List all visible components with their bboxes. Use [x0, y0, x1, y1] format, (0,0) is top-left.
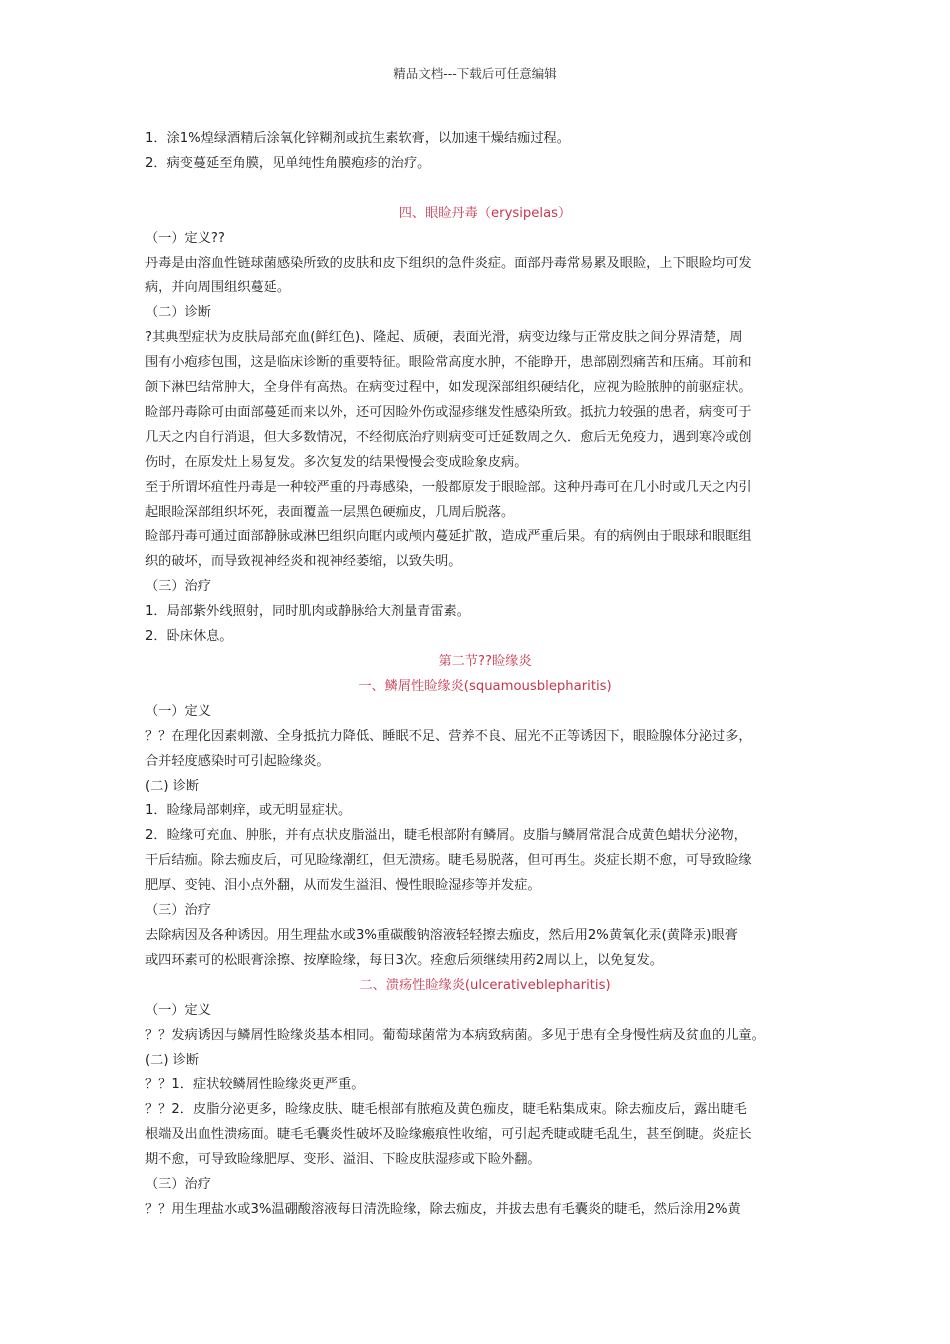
- text-line: （一）定义: [145, 703, 211, 719]
- text-line: 干后结痂。除去痂皮后，可见睑缘潮红，但无溃疡。睫毛易脱落，但可再生。炎症长期不愈，可导致睑缘: [145, 853, 752, 869]
- text-line: (二) 诊断: [145, 778, 200, 794]
- section-heading: 四、眼睑丹毒（erysipelas）: [398, 205, 572, 221]
- text-line: 睑部丹毒可通过面部静脉或淋巴组织向眶内或颅内蔓延扩散，造成严重后果。有的病例由于眼球和眼眶组: [145, 529, 752, 545]
- text-line: 2．病变蔓延至角膜，见单纯性角膜疱疹的治疗。: [145, 155, 431, 171]
- text-line: 合并轻度感染时可引起睑缘炎。: [145, 753, 330, 769]
- text-line: 2．睑缘可充血、肿胀，并有点状皮脂溢出，睫毛根部附有鳞屑。皮脂与鳞屑常混合成黄色蜡状分泌物，: [145, 828, 747, 844]
- text-line: ?其典型症状为皮肤局部充血(鲜红色)、隆起、质硬，表面光滑，病变边缘与正常皮肤之间分界清楚，周: [145, 330, 743, 346]
- text-line: ？？2．皮脂分泌更多，睑缘皮肤、睫毛根部有脓疱及黄色痂皮，睫毛粘集成束。除去痂皮后，露出睫毛: [145, 1102, 747, 1118]
- text-line: 1．睑缘局部刺痒，或无明显症状。: [145, 803, 352, 819]
- text-line: 睑部丹毒除可由面部蔓延而来以外，还可因睑外伤或湿疹继发性感染所致。抵抗力较强的患者，病变可于: [145, 404, 752, 420]
- page-header: 精品文档---下载后可任意编辑: [393, 66, 557, 81]
- text-line: 丹毒是由溶血性链球菌感染所致的皮肤和皮下组织的急件炎症。面部丹毒常易累及眼睑，上下眼睑均可发: [145, 255, 752, 271]
- text-line: ？？发病诱因与鳞屑性睑缘炎基本相同。葡萄球菌常为本病致病菌。多见于患有全身慢性病及贫血的儿童。: [145, 1027, 765, 1043]
- text-line: 颌下淋巴结常肿大，全身伴有高热。在病变过程中，如发现深部组织硬结化，应视为睑脓肿的前驱症状。: [145, 380, 752, 396]
- text-line: ？？1．症状较鳞屑性睑缘炎更严重。: [145, 1077, 365, 1093]
- text-line: 1．局部紫外线照射，同时肌肉或静脉给大剂量青雷素。: [145, 604, 470, 620]
- section-heading: 一、鳞屑性睑缘炎(squamousblepharitis): [358, 678, 612, 694]
- text-line: ？？在理化因素刺激、全身抵抗力降低、睡眠不足、营养不良、屈光不正等诱因下，眼睑腺体分泌过多，: [145, 728, 752, 744]
- section-heading: 第二节??睑缘炎: [438, 654, 532, 670]
- blank-line: [145, 177, 825, 202]
- text-line: 肥厚、变钝、泪小点外翻，从而发生溢泪、慢性眼睑湿疹等并发症。: [145, 878, 541, 894]
- text-line: 期不愈，可导致睑缘肥厚、变形、溢泪、下睑皮肤湿疹或下睑外翻。: [145, 1152, 541, 1168]
- text-line: 根端及出血性溃疡面。睫毛毛囊炎性破坏及睑缘瘢痕性收缩，可引起秃睫或睫毛乱生，甚至倒睫。炎症长: [145, 1127, 752, 1143]
- text-line: 或四环素可的松眼膏涂擦、按摩睑缘，每日3次。痊愈后须继续用药2周以上，以免复发。: [145, 952, 663, 968]
- document-body: [145, 127, 825, 1223]
- text-line: （二）诊断: [145, 305, 211, 321]
- text-line: （一）定义??: [145, 230, 225, 246]
- text-line: 伤时，在原发灶上易复发。多次复发的结果慢慢会变成睑象皮病。: [145, 454, 528, 470]
- text-line: 病，并向周围组织蔓延。: [145, 280, 291, 296]
- text-line: 起眼睑深部组织坏死，表面覆盖一层黑色硬痂皮，几周后脱落。: [145, 504, 515, 520]
- text-line: （三）治疗: [145, 1177, 211, 1193]
- text-line: （一）定义: [145, 1002, 211, 1018]
- text-line: 去除病因及各种诱因。用生理盐水或3%重碳酸钠溶液轻轻擦去痂皮，然后用2%黄氧化汞(黄降汞)眼膏: [145, 927, 738, 943]
- text-line: （三）治疗: [145, 579, 211, 595]
- text-line: 至于所谓坏疽性丹毒是一种较严重的丹毒感染，一般都原发于眼睑部。这种丹毒可在几小时或几天之内引: [145, 479, 752, 495]
- text-line: 几天之内自行消退，但大多数情况，不经彻底治疗则病变可迁延数周之久．愈后无免疫力，遇到寒冷或创: [145, 429, 752, 445]
- text-line: 织的破坏，而导致视神经炎和视神经萎缩，以致失明。: [145, 554, 462, 570]
- text-line: ？？用生理盐水或3%温硼酸溶液每日清洗睑缘，除去痂皮，并拔去患有毛囊炎的睫毛，然后涂用2%黄: [145, 1201, 741, 1217]
- text-line: 1．涂1%煌绿酒精后涂氧化锌糊剂或抗生素软膏，以加速干燥结痂过程。: [145, 131, 570, 146]
- text-line: (二) 诊断: [145, 1052, 200, 1068]
- text-line: （三）治疗: [145, 903, 211, 919]
- section-heading: 二、溃疡性睑缘炎(ulcerativeblepharitis): [359, 977, 611, 993]
- text-line: 围有小疱疹包围，这是临床诊断的重要特征。眼险常高度水肿，不能睁开，患部剧烈痛苦和压痛。耳前和: [145, 355, 752, 371]
- text-line: 2．卧床休息。: [145, 629, 233, 645]
